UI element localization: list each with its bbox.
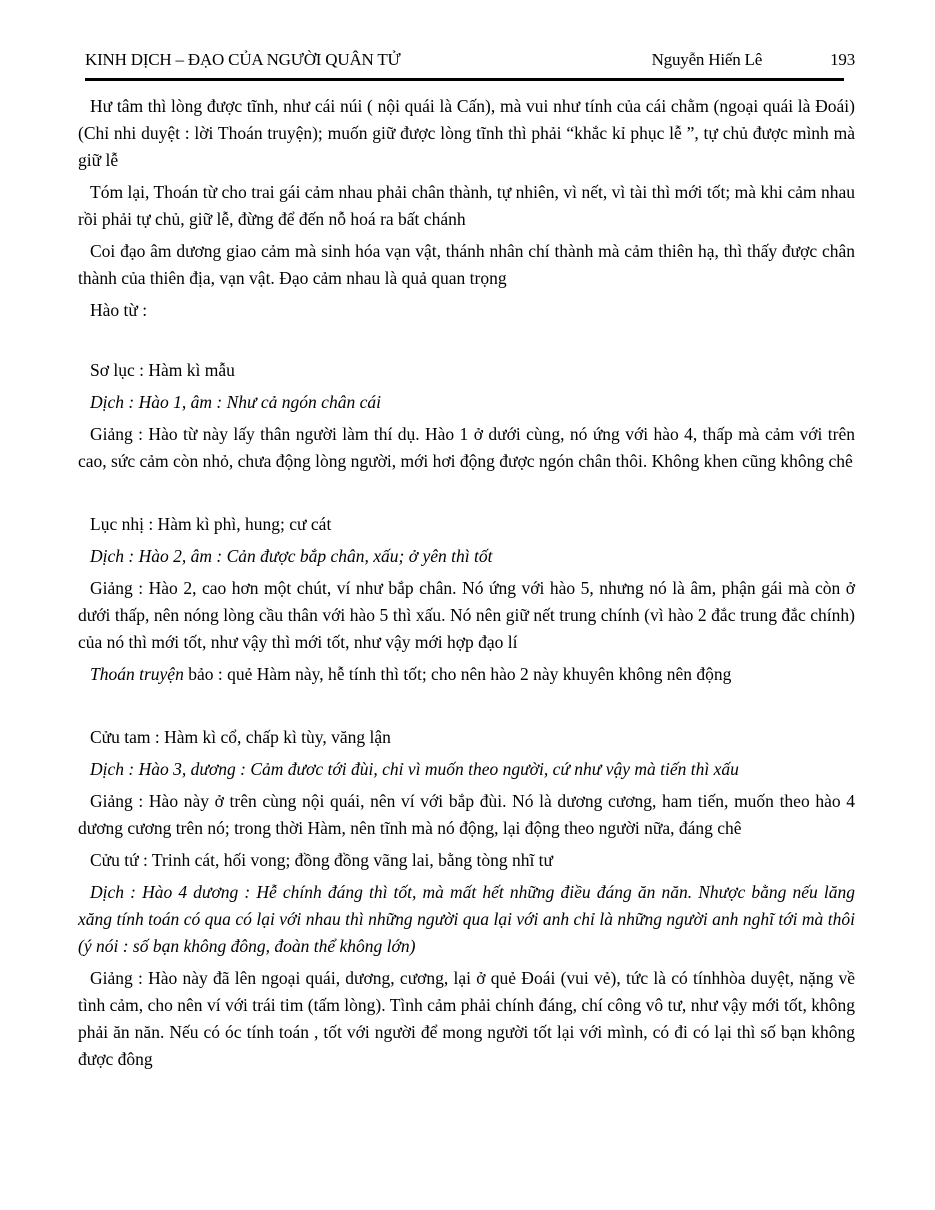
line-cuu-tu: Cửu tứ : Trinh cát, hối vong; đồng đồng vãng lai, bằng tòng nhĩ tư [90, 850, 554, 870]
paragraph-dich-hao-4: Dịch : Hào 4 dương : Hễ chính đáng thì tốt, mà mất hết những điều đáng ăn năn. Nhược bằng nếu lăng xăng tính toán có qua có lại với nhau thì những người qua lại với anh chỉ là những người anh nghĩ tới mà thôi (ý nói : số bạn không đông, đoàn thể không lớn) [78, 882, 855, 956]
paragraph-giang-hao-1: Giảng : Hào từ này lấy thân người làm thí dụ. Hào 1 ở dưới cùng, nó ứng với hào 4, thấp mà cảm với trên cao, sức cảm còn nhỏ, chưa động lòng người, mới hơi động được ngón chân thôi. Không khen cũng không chê [78, 424, 855, 471]
author-name: Nguyễn Hiến Lê [651, 50, 763, 69]
line-luc-nhi: Lục nhị : Hàm kì phì, hung; cư cát [90, 514, 332, 534]
line-cuu-tam: Cửu tam : Hàm kì cổ, chấp kì tùy, văng lận [90, 727, 391, 747]
line-dich-hao-2: Dịch : Hào 2, âm : Cản được bắp chân, xấu; ở yên thì tốt [90, 546, 493, 566]
line-dich-hao-3: Dịch : Hào 3, dương : Cảm đươc tới đùi, chỉ vì muốn theo người, cứ như vậy mà tiến thì xấu [90, 759, 739, 779]
paragraph-coi-dao: Coi đạo âm dương giao cảm mà sinh hóa vạn vật, thánh nhân chí thành mà cảm thiên hạ, thì thấy được chân thành của thiên địa, vạn vật. Đạo cảm nhau là quả quan trọng [78, 241, 855, 288]
paragraph-giang-hao-3: Giảng : Hào này ở trên cùng nội quái, nên ví với bắp đùi. Nó là dương cương, ham tiến, muốn theo hào 4 dương cương trên nó; trong thời Hàm, nên tĩnh mà nó động, lại động theo người nữa, đáng chê [78, 791, 855, 838]
line-dich-hao-1: Dịch : Hào 1, âm : Như cả ngón chân cái [90, 392, 381, 412]
thoan-truyen-rest: bảo : quẻ Hàm này, hễ tính thì tốt; cho nên hào 2 này khuyên không nên động [183, 664, 732, 684]
page-number: 193 [830, 50, 855, 69]
page-header [78, 50, 855, 70]
paragraph-giang-hao-4: Giảng : Hào này đã lên ngoại quái, dương, cương, lại ở quẻ Đoái (vui vẻ), tức là có tínhhòa duyệt, nặng về tình cảm, cho nên ví với trái tim (tấm lòng). Tình cảm phải chính đáng, chí công vô tư, như vậy mới tốt, không phải ăn năn. Nếu có óc tính toán , tốt với người để mong người tốt lại với mình, có đi có lại thì số bạn không được đông [78, 968, 855, 1069]
paragraph-tom-lai: Tóm lại, Thoán từ cho trai gái cảm nhau phải chân thành, tự nhiên, vì nết, vì tài thì mới tốt; mà khi cảm nhau rồi phải tự chủ, giữ lễ, đừng để đến nỗ hoá ra bất chánh [78, 182, 855, 229]
book-title: KINH DỊCH – ĐẠO CỦA NGƯỜI QUÂN TỬ [85, 50, 401, 69]
paragraph-hu-tam: Hư tâm thì lòng được tĩnh, như cái núi ( nội quái là Cấn), mà vui như tính của cái chằm (ngoại quái là Đoái) (Chỉ nhi duyệt : lời Thoán truyện); muốn giữ được lòng tĩnh thì phải “khắc kỉ phục lễ ”, tự chủ được mình mà giữ lễ [78, 96, 855, 170]
thoan-truyen-lead: Thoán truyện [90, 664, 184, 684]
label-hao-tu: Hào từ : [90, 300, 148, 320]
paragraph-giang-hao-2: Giảng : Hào 2, cao hơn một chút, ví như bắp chân. Nó ứng với hào 5, nhưng nó là âm, phận gái mà còn ở dưới thấp, nên nóng lòng cầu thân với hào 5 thì xấu. Nó nên giữ nết trung chính (vì hào 2 đắc trung đắc chính) của nó thì mới tốt, như vậy thì mới tốt, như vậy mới hợp đạo lí [78, 578, 855, 652]
header-divider [85, 78, 844, 81]
line-so-luc: Sơ lục : Hàm kì mẫu [90, 360, 235, 380]
page-body [78, 93, 855, 1073]
paragraph-thoan-truyen-bao [78, 661, 855, 688]
